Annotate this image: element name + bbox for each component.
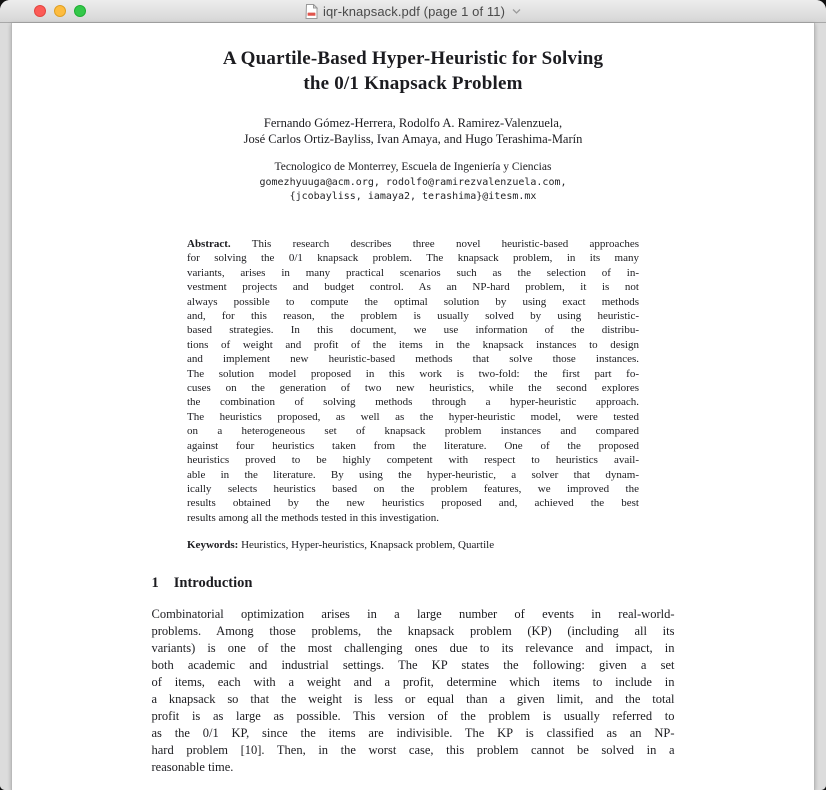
abstract-line: variants, arises in many practical scenarios such as the selection of in- (187, 266, 639, 279)
pdf-document-icon[interactable] (305, 4, 318, 19)
abstract-line: always possible to compute the optimal solution by using exact methods (187, 295, 639, 308)
abstract-line: The heuristics proposed, as well as the hyper-heuristic model, were tested (187, 410, 639, 423)
abstract-line: tions of weight and profit of the items in the knapsack instances to design (187, 338, 639, 351)
abstract-line: able in the literature. By using the hyper-heuristic, a solver that dynam- (187, 468, 639, 481)
body-text-line: problems. Among those problems, the knapsack problem (KP) (including all its (151, 624, 675, 639)
pdf-page (11, 23, 815, 790)
chevron-down-icon[interactable] (512, 8, 521, 15)
abstract-line: based strategies. In this document, we use information of the distribu- (187, 324, 639, 337)
keywords (187, 538, 639, 552)
body-text-line: both academic and industrial settings. The KP states the following: given a set (151, 658, 675, 673)
body-text-line: profit is as large as possible. This version of the problem is usually referred to (151, 709, 675, 724)
abstract-lines (187, 251, 639, 525)
paper-title (152, 46, 675, 96)
abstract-line: vestment projects and budget control. As an NP-hard problem, it is not (187, 281, 639, 294)
minimize-button[interactable] (54, 5, 66, 17)
section-number: 1 (151, 575, 159, 592)
paper-title-line: A Quartile-Based Hyper-Heuristic for Solving (222, 48, 604, 69)
abstract-line: The solution model proposed in this work is two-fold: the first part fo- (187, 367, 639, 380)
abstract-first-line (187, 237, 639, 251)
abstract (187, 237, 639, 525)
abstract-line: against four heuristics taken from the literature. One of the proposed (187, 439, 639, 452)
title-group (305, 4, 521, 19)
abstract-line: results obtained by the new heuristics proposed and, achieved the best (187, 497, 639, 510)
abstract-first-text: This research describes three novel heuristic-based approaches (251, 238, 639, 250)
window-title: iqr-knapsack.pdf (page 1 of 11) (322, 3, 506, 19)
close-button[interactable] (34, 5, 46, 17)
body-text-line: a knapsack so that the weight is less or equal than a given limit, and the total (151, 692, 675, 707)
keywords-text: Heuristics, Hyper-heuristics, Knapsack problem, Quartile (241, 539, 495, 552)
abstract-label: Abstract. (187, 238, 231, 250)
window-controls (34, 5, 86, 17)
body-text-line: variants) is one of the most challenging ones due to its relevance and impact, in (151, 641, 675, 656)
section-title: Introduction (173, 575, 253, 592)
body-text-line: hard problem [10]. Then, in the worst case, this problem cannot be solved in a (151, 743, 675, 758)
abstract-line: for solving the 0/1 knapsack problem. The knapsack problem, in its many (187, 252, 639, 265)
abstract-line: cuses on the generation of two new heuristics, while the second explores (187, 382, 639, 395)
author-line: José Carlos Ortiz-Bayliss, Ivan Amaya, and Hugo Terashima-Marín (243, 132, 583, 146)
body-text-line: Combinatorial optimization arises in a large number of events in real-world- (151, 607, 675, 622)
abstract-line: on a heterogeneous set of knapsack problem instances and compared (187, 425, 639, 438)
author-line: Fernando Gómez-Herrera, Rodolfo A. Ramirez-Valenzuela, (263, 116, 563, 130)
introduction-paragraph (152, 606, 675, 776)
affiliation: Tecnologico de Monterrey, Escuela de Ingeniería y Ciencias (274, 161, 552, 173)
email-line: gomezhyuuga@acm.org, rodolfo@ramirezvalenzuela.com, (259, 177, 567, 188)
abstract-line: and implement new heuristic-based methods that solve those instances. (187, 353, 639, 366)
abstract-line: results among all the methods tested in this investigation. (187, 511, 440, 524)
body-text-line: reasonable time. (151, 760, 234, 775)
body-text-line: as the 0/1 KP, since the items are indivisible. The KP is classified as an NP- (151, 726, 675, 741)
abstract-line: and, for this reason, the problem is usually solved by using heuristic- (187, 310, 639, 323)
zoom-button[interactable] (74, 5, 86, 17)
section-heading-introduction (152, 575, 675, 592)
author-emails (152, 176, 675, 204)
email-line: {jcobayliss, iamaya2, terashima}@itesm.mx (289, 191, 537, 202)
document-area (0, 23, 826, 790)
body-text-line: of items, each with a weight and a profit, determine which items to include in (151, 675, 675, 690)
abstract-line: ically selects heuristics based on the problem features, we improved the (187, 482, 639, 495)
paper-title-line: the 0/1 Knapsack Problem (303, 73, 523, 94)
abstract-line: the combination of solving methods through a hyper-heuristic approach. (187, 396, 639, 409)
keywords-label: Keywords: (187, 539, 239, 552)
author-list (152, 115, 675, 147)
abstract-line: heuristics proved to be highly competent with respect to heuristics avail- (187, 454, 639, 467)
paper-body (152, 46, 675, 776)
title-bar[interactable] (0, 0, 826, 23)
